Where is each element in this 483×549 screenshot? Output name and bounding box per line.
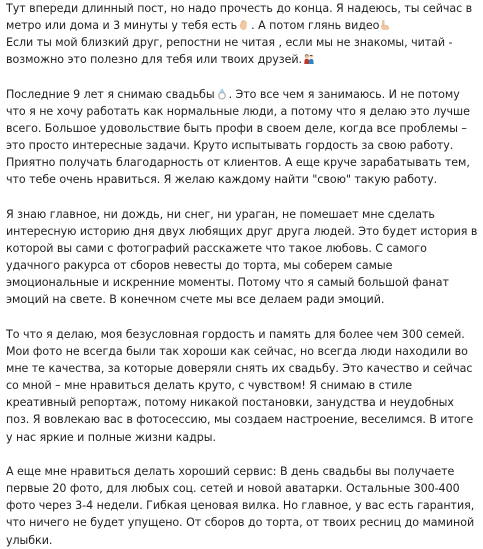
- couple-icon: [303, 53, 315, 65]
- about-text-1: Последние 9 лет я снимаю свадьбы: [6, 87, 215, 101]
- pointing-hand-icon: [380, 19, 392, 31]
- paragraph-story: Я знаю главное, ни дождь, ни снег, ни ураган, не помешает мне сделать интересную историю дня двух любящих друг друга людей. Это будет история в которой вы сами с фотографий расскажете что такое любовь. С самого удачного ракурса от сборов невесты до торта, мы соберем самые эмоциональные и искренние моменты. Потому что я самый большой фанат эмоций на свете. В конечном счете мы все делаем ради эмоций.: [6, 207, 478, 307]
- about-text-2: . Это все чем я занимаюсь. И не потому что я не хочу работать как нормальные люди, а потому что я делаю это лучше всего. Большое удовольствие быть профи в своем деле, когда все проблемы – это просто интересные задачи. Круто испытывать гордость за свою работу. Приятно получать благодарность от клиентов. А еще круче зарабатывать тем, что тебе очень нравиться. Я желаю каждому найти "свою" такую работу.: [6, 87, 470, 187]
- paragraph-pride: То что я делаю, моя безусловная гордость и память для более чем 300 семей. Мои фото не всегда были так хороши как сейчас, но всегда люди находили во мне те качества, за которые доверяли снять их свадьбу. Это качество и сейчас со мной – мне нравиться делать круто, с чувством! Я снимаю в стиле креативный репортаж, потому никакой постановки, занудства и неудобных поз. Я вовлекаю вас в фотосессию, мы создаем настроение, веселимся. В итоге у нас яркие и полные жизни кадры.: [6, 328, 474, 444]
- intro-text-2: . А потом глянь видео: [251, 19, 380, 33]
- intro-text-1: Тут впереди длинный пост, но надо прочесть до конца. Я надеюсь, ты сейчас в метро или дома и 3 минуты у тебя есть: [6, 2, 473, 33]
- paragraph-intro: [6, 0, 479, 68]
- ring-icon: [216, 88, 228, 100]
- hand-icon: [238, 19, 250, 31]
- intro-text-3: Если ты мой близкий друг, репостни не читая , если мы не знакомы, читай - возможно это полезно для тебя или твоих друзей.: [6, 36, 453, 67]
- paragraph-about: [6, 86, 479, 189]
- paragraph-service: А еще мне нравиться делать хороший сервис: В день свадьбы вы получаете первые 20 фото, для любых соц. сетей и новой аватарки. Остальные 300-400 фото через 3-4 недели. Гибкая ценовая вилка. Но главное, у вас есть гарантия, что ничего не будет упущено. От сборов до торта, от твоих ресниц до маминой улыбки.: [6, 465, 475, 547]
